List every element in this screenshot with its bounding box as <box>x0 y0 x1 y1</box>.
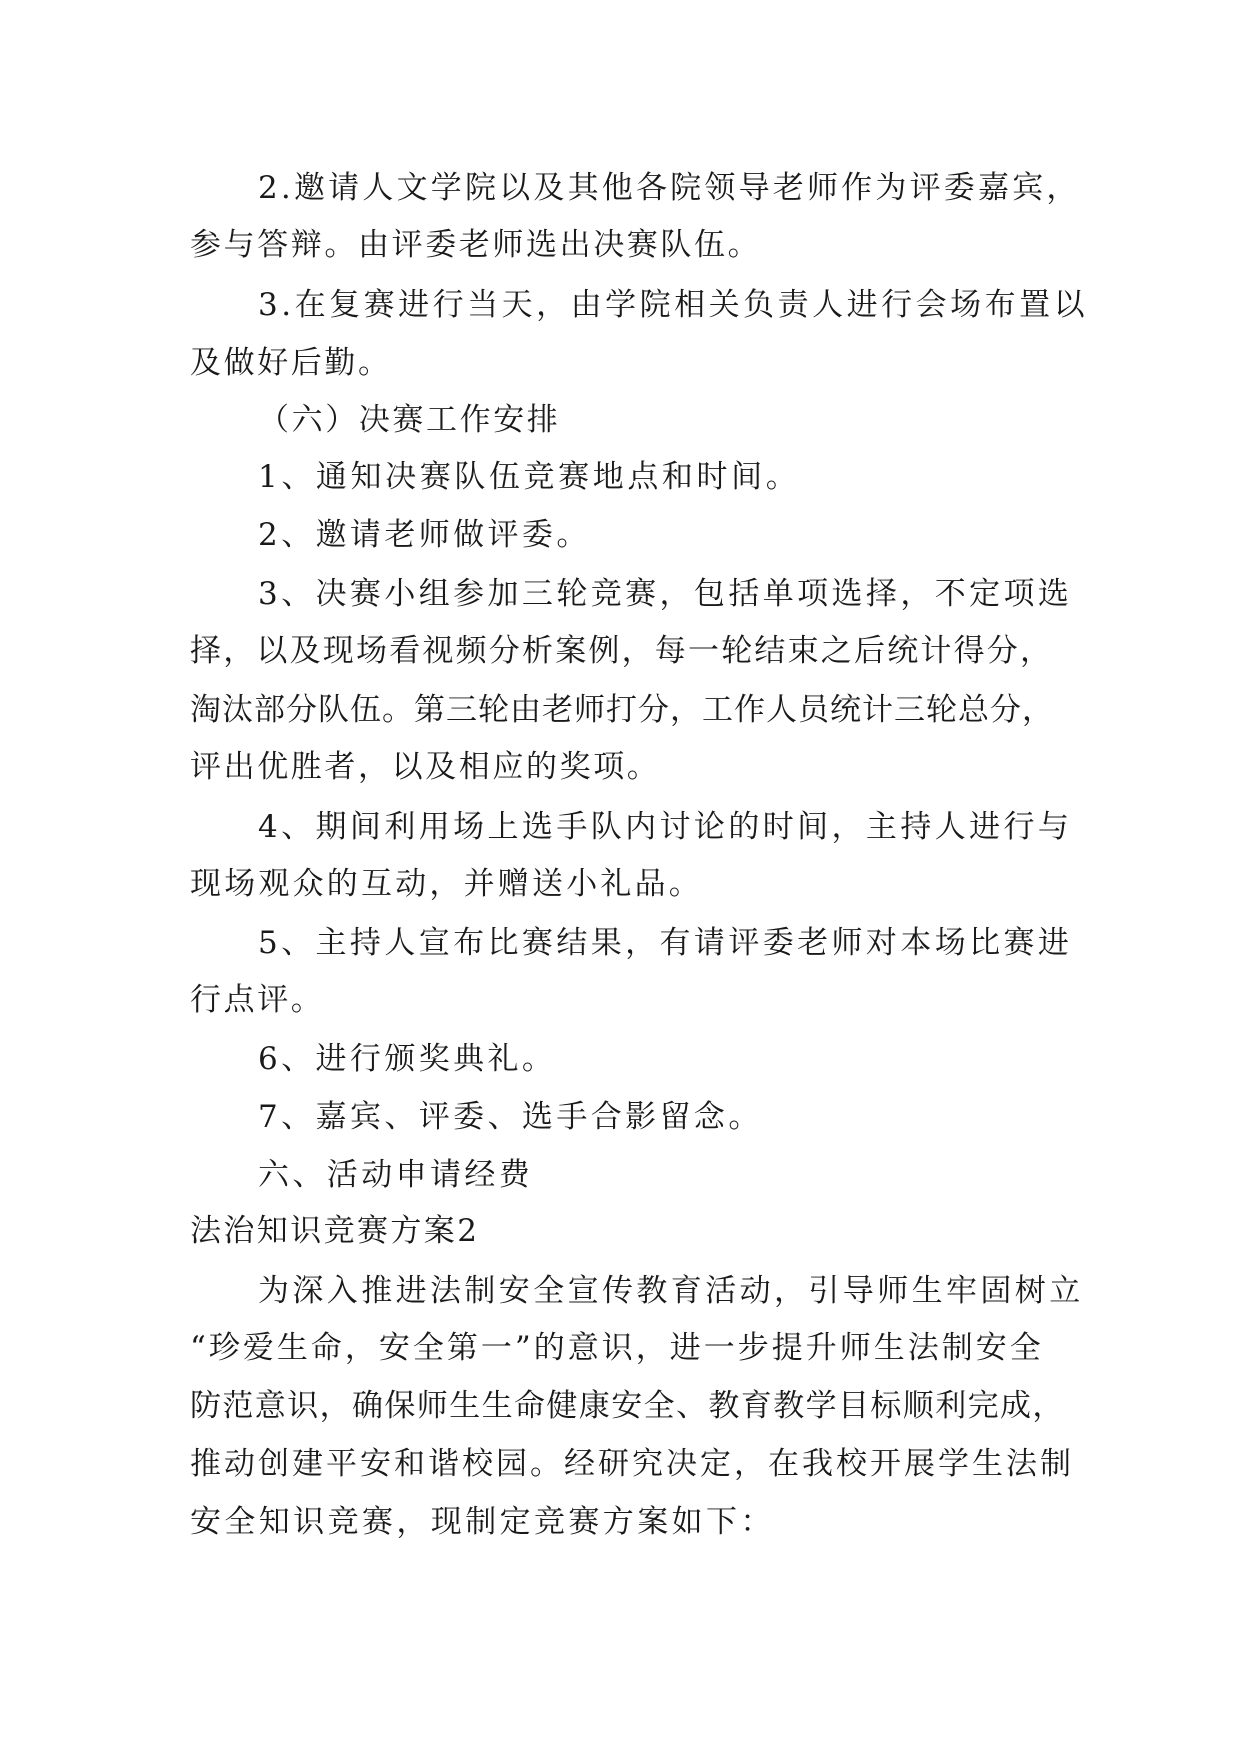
paragraph-line: 评出优胜者，以及相应的奖项。 <box>190 749 661 785</box>
paragraph-line: 安全知识竞赛，现制定竞赛方案如下： <box>190 1504 775 1540</box>
paragraph-line: 为深入推进法制安全宣传教育活动，引导师生牢固树立 <box>258 1273 1084 1309</box>
list-item: 4、期间利用场上选手队内讨论的时间，主持人进行与 <box>258 809 1073 845</box>
list-item: 1、通知决赛队伍竞赛地点和时间。 <box>258 459 801 495</box>
paragraph-line: 淘汰部分队伍。第三轮由老师打分，工作人员统计三轮总分， <box>190 692 1054 728</box>
list-item: 7、嘉宾、评委、选手合影留念。 <box>258 1099 763 1135</box>
section-heading: （六）决赛工作安排 <box>258 402 561 438</box>
paragraph-line: 及做好后勤。 <box>190 345 392 381</box>
paragraph-line: 择，以及现场看视频分析案例，每一轮结束之后统计得分， <box>190 633 1054 669</box>
paragraph-line: 现场观众的互动，并赠送小礼品。 <box>190 866 703 902</box>
list-item: 5、主持人宣布比赛结果，有请评委老师对本场比赛进 <box>258 925 1073 961</box>
paragraph-line: 推动创建平安和谐校园。经研究决定，在我校开展学生法制 <box>190 1446 1074 1482</box>
paragraph-line: 参与答辩。由评委老师选出决赛队伍。 <box>190 227 762 263</box>
list-item: 6、进行颁奖典礼。 <box>258 1041 557 1077</box>
list-item: 3、决赛小组参加三轮竞赛，包括单项选择，不定项选 <box>258 576 1073 612</box>
paragraph-line: 行点评。 <box>190 982 325 1018</box>
paragraph-line: 2.邀请人文学院以及其他各院领导老师作为评委嘉宾， <box>258 170 1081 206</box>
document-title: 法治知识竞赛方案2 <box>190 1213 480 1249</box>
section-heading: 六、活动申请经费 <box>258 1157 534 1193</box>
paragraph-line: 3.在复赛进行当天，由学院相关负责人进行会场布置以 <box>258 287 1089 323</box>
list-item: 2、邀请老师做评委。 <box>258 517 591 553</box>
paragraph-line: 防范意识，确保师生生命健康安全、教育教学目标顺利完成， <box>190 1388 1065 1424</box>
paragraph-line: “珍爱生命，安全第一”的意识，进一步提升师生法制安全 <box>190 1330 1044 1366</box>
